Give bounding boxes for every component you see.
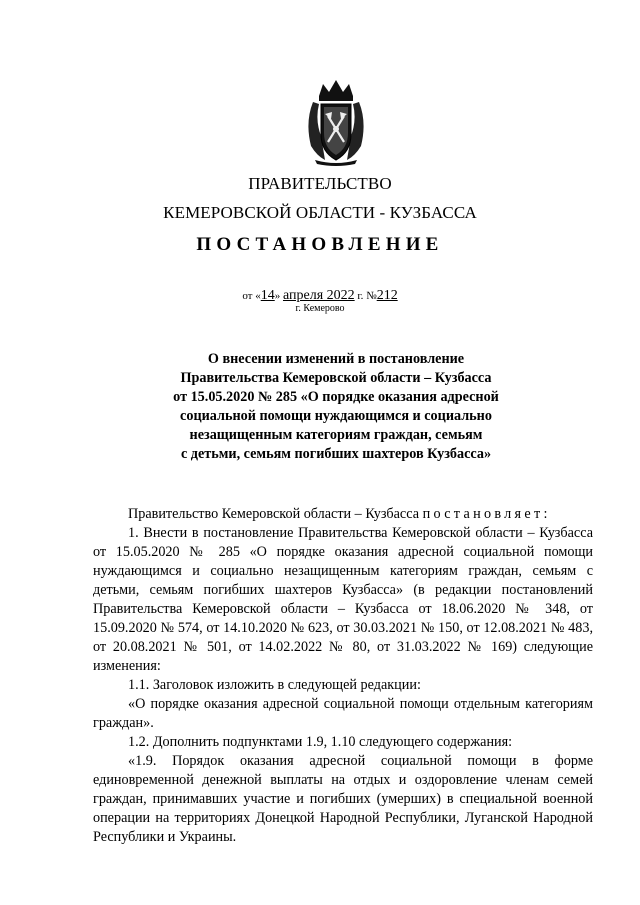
intro-paragraph — [93, 505, 593, 524]
document-city: г. Кемерово — [295, 303, 345, 314]
document-title — [120, 350, 552, 464]
date-day-open-quote: « — [255, 290, 261, 302]
date-prefix: от — [242, 290, 253, 302]
date-month-year: апреля 2022 — [282, 288, 355, 303]
title-line: О внесении изменений в постановление — [207, 351, 465, 367]
decree-word: постановляет: — [422, 506, 551, 522]
title-line: социальной помощи нуждающимся и социально — [180, 408, 492, 424]
date-day-close-quote: » — [274, 290, 281, 302]
paragraph-1: 1. Внести в постановление Правительства Кемеровской области – Кузбасса от 15.05.2020 № 285 «О порядке оказания адресной социальной помощи нуждающимся и социально незащищенным категориям граждан, семьям с детьми, семьям погибших шахтеров Кузбасса» (в редакции постановлений Правительства Кемеровской области – Кузбасса от 18.06.2020 № 348, от 15.09.2020 № 574, от 14.10.2020 № 623, от 30.03.2021 № 150, от 12.08.2021 № 483, от 20.08.2021 № 501, от 14.02.2022 № 80, от 31.03.2022 № 169) следующие изменения: — [93, 525, 593, 674]
date-day: 14 — [260, 288, 275, 303]
title-line: Правительства Кемеровской области – Кузбасса — [180, 370, 492, 386]
document-body — [93, 505, 593, 847]
document-number: 212 — [376, 288, 398, 303]
intro-text: Правительство Кемеровской области – Кузбасса — [128, 506, 420, 522]
paragraph-1-1-text: «О порядке оказания адресной социальной помощи отдельным категориям граждан». — [93, 696, 593, 731]
government-name-line-2: КЕМЕРОВСКОЙ ОБЛАСТИ - КУЗБАССА — [163, 203, 477, 222]
document-date-number — [0, 288, 640, 304]
title-line: незащищенным категориям граждан, семьям — [189, 427, 483, 443]
title-line: с детьми, семьям погибших шахтеров Кузбасса» — [180, 446, 492, 462]
kuzbass-coat-of-arms-icon — [301, 76, 371, 166]
paragraph-1-1: 1.1. Заголовок изложить в следующей редакции: — [128, 677, 421, 693]
date-year-suffix: г. — [357, 290, 364, 302]
document-type-heading: ПОСТАНОВЛЕНИЕ — [196, 234, 444, 255]
title-line: от 15.05.2020 № 285 «О порядке оказания адресной — [173, 389, 499, 405]
paragraph-1-2: 1.2. Дополнить подпунктами 1.9, 1.10 следующего содержания: — [128, 734, 513, 750]
number-sign: № — [366, 290, 377, 302]
government-name-line-1: ПРАВИТЕЛЬСТВО — [248, 174, 392, 193]
paragraph-1-9: «1.9. Порядок оказания адресной социальной помощи в форме единовременной денежной выплаты на отдых и оздоровление членам семей граждан, принимавших участие и погибших (умерших) в специальной военной операции на территориях Донецкой Народной Республики, Луганской Народной Республики и Украины. — [93, 753, 593, 845]
